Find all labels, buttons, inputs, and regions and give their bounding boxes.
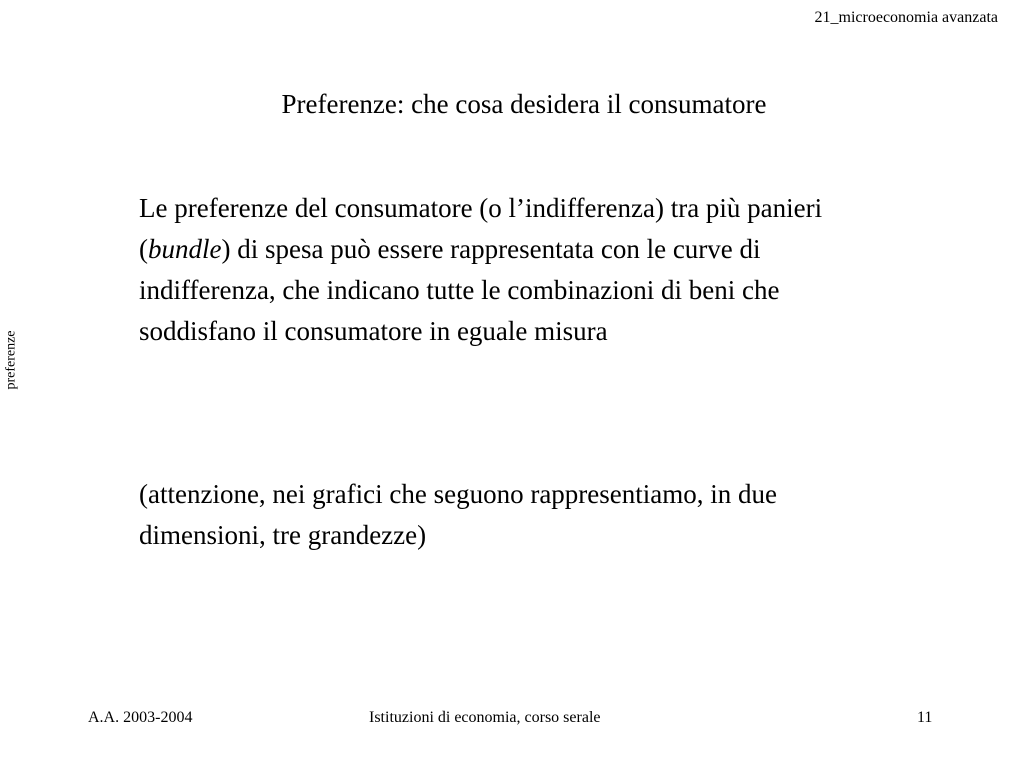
side-label bbox=[2, 322, 22, 397]
paragraph-italic-term: bundle bbox=[148, 234, 222, 264]
slide-title: Preferenze: che cosa desidera il consumatore bbox=[281, 89, 767, 119]
body-paragraph-preferences bbox=[139, 188, 899, 352]
footer-academic-year: A.A. 2003-2004 bbox=[88, 709, 193, 726]
course-code-header: 21_microeconomia avanzata bbox=[814, 9, 998, 26]
footer-course-name: Istituzioni di economia, corso serale bbox=[369, 709, 601, 726]
body-paragraph-note: (attenzione, nei grafici che seguono rappresentiamo, in due dimensioni, tre grandezze) bbox=[139, 479, 777, 550]
footer-page-number: 11 bbox=[917, 709, 933, 726]
side-label-text: preferenze bbox=[4, 329, 19, 390]
paragraph-text-end: ) di spesa può essere rappresentata con le curve di indifferenza, che indicano tutte le combinazioni di beni che soddisfano il consumatore in eguale misura bbox=[139, 234, 780, 346]
paragraph-text-start: Le preferenze del consumatore (o l’indifferenza) tra più panieri ( bbox=[139, 193, 823, 264]
